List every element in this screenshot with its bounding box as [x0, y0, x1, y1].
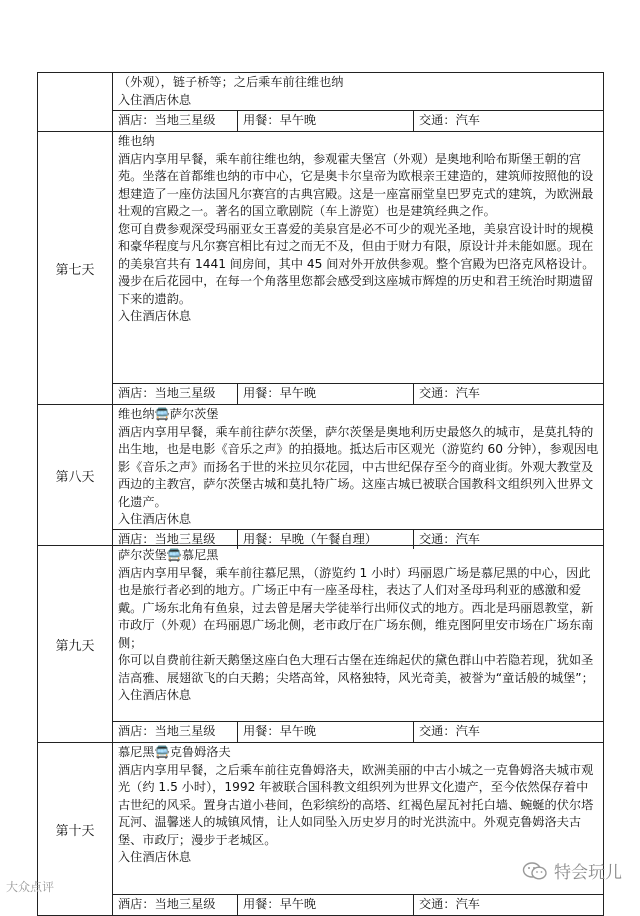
day-label: 第九天	[38, 546, 113, 743]
day-paragraph: 酒店内享用早餐，之后乘车前往克鲁姆洛夫，欧洲美丽的中古小城之一克鲁姆洛夫城市观光（约 1.5 小时），1992 年被联合国科教文组织列为世界文化遗产，至今依然保存着中古世纪的风采。置身古道小巷间，色彩缤纷的高塔、红褐色屋瓦衬托白墙、蜿蜒的伏尔塔瓦河、温馨迷人的城镇风情，让人如同坠入历史岁月的时光洪流中。外观克鲁姆洛夫古堡、市政厅；漫步于老城区。	[118, 762, 594, 847]
day-content-cell	[113, 73, 604, 132]
day-description	[113, 405, 603, 529]
day-row	[38, 405, 604, 546]
day-content-cell	[113, 546, 604, 743]
route-title: 维也纳	[118, 134, 155, 148]
day-row	[38, 546, 604, 743]
day-content-cell	[113, 405, 604, 546]
watermark-left: 大众点评	[6, 880, 55, 894]
day-paragraph: 酒店内享用早餐，乘车前往慕尼黑，（游览约 1 小时）玛丽恩广场是慕尼黑的中心，因此也是旅行者必到的地方。广场正中有一座圣母柱，表达了人们对圣母玛利亚的感激和爱戴。广场东北角有鱼泉，过去曾是屠夫学徒举行出师仪式的地方。西北是玛丽恩教堂，新市政厅（外观）在玛丽恩广场北侧，老市政厅在广场东侧，维克图阿里安市场在广场东南侧；	[118, 565, 594, 650]
hotel-info: 酒店：当地三星级	[113, 384, 238, 404]
route-title: 维也纳🚍萨尔茨堡	[118, 407, 219, 421]
transport-info: 交通：汽车	[419, 724, 480, 738]
wechat-icon	[522, 861, 548, 881]
hotel-info: 酒店：当地三星级	[113, 111, 238, 131]
day-paragraph: （外观），链子桥等；之后乘车前往维也纳	[118, 75, 344, 89]
meal-info: 用餐：早午晚	[238, 895, 414, 915]
day-label: 第十天	[38, 743, 113, 916]
route-title: 慕尼黑🚍克鲁姆洛夫	[118, 745, 231, 759]
watermark-right-text: 特会玩儿	[554, 863, 622, 883]
day-meta-row	[113, 110, 603, 131]
day-meta-row	[113, 721, 603, 742]
meal-info: 用餐：早午晚	[238, 384, 414, 404]
rest-note: 入住酒店休息	[118, 512, 192, 526]
meal-info: 用餐：早午晚	[238, 111, 414, 131]
hotel-info: 酒店：当地三星级	[113, 530, 238, 549]
day-meta-row	[113, 383, 603, 404]
transport-info: 交通：汽车	[419, 897, 480, 911]
day-row	[38, 743, 604, 916]
meal-info: 用餐：早晚（午餐自理）	[238, 530, 414, 549]
rest-note: 入住酒店休息	[118, 309, 192, 323]
day-label: 第七天	[38, 132, 113, 405]
transport-info: 交通：汽车	[419, 386, 480, 400]
rest-note: 入住酒店休息	[118, 850, 192, 864]
day-content-cell	[113, 743, 604, 916]
watermark-right	[522, 858, 622, 883]
rest-note: 入住酒店休息	[118, 92, 192, 107]
day-paragraph: 您可自费参观深受玛丽亚女王喜爱的美泉宫是必不可少的观光圣地，美泉宫设计时的规模和豪华程度与凡尔赛宫相比有过之而无不及，但由于财力有限，原设计并未能如愿。现在的美泉宫共有 1441 间房间，其中 45 间对外开放供参观。整个宫殿为巴洛克风格设计。漫步在后花园中，在每一个角落里您都会感受到这座城市辉煌的历史和君王统治时期遗留下来的遗韵。	[118, 221, 595, 306]
hotel-info: 酒店：当地三星级	[113, 895, 238, 915]
route-title: 萨尔茨堡🚍慕尼黑	[118, 548, 219, 562]
day-paragraph: 酒店内享用早餐，乘车前往维也纳，参观霍夫堡宫（外观）是奥地利哈布斯堡王朝的宫苑。坐落在首都维也纳的市中心，它是奥卡尔皇帝为欧根亲王建造的，建筑师按照他的设想建造了一座仿法国凡尔赛宫的古典宫殿。这是一座富丽堂皇巴罗克式的建筑，为欧洲最壮观的宫殿之一。著名的国立歌剧院（车上游览）也是建筑经典之作。	[118, 151, 594, 218]
transport-info: 交通：汽车	[419, 531, 480, 546]
hotel-info: 酒店：当地三星级	[113, 722, 238, 742]
day-description	[113, 73, 603, 110]
transport-info: 交通：汽车	[419, 113, 480, 127]
day-paragraph: 你可以自费前往新天鹅堡这座白色大理石古堡在连绵起伏的黛色群山中若隐若现，犹如圣洁高雅、展翅欲飞的白天鹅；尖塔高耸，风格独特，风光奇美，被誉为“童话般的城堡”；	[118, 653, 594, 685]
day-content-cell	[113, 132, 604, 405]
day-row	[38, 73, 604, 132]
itinerary-table	[37, 72, 604, 916]
meal-info: 用餐：早午晚	[238, 722, 414, 742]
day-description	[113, 132, 603, 383]
day-label	[38, 73, 113, 132]
day-description	[113, 546, 603, 721]
day-row	[38, 132, 604, 405]
rest-note: 入住酒店休息	[118, 688, 192, 702]
day-paragraph: 酒店内享用早餐，乘车前往萨尔茨堡，萨尔茨堡是奥地利历史最悠久的城市，是莫扎特的出生地，也是电影《音乐之声》的拍摄地。抵达后市区观光（游览约 60 分钟），参观因电影《音乐之声》而扬名于世的米拉贝尔花园，中古世纪保存至今的商业街。外观大教堂及西边的主教宫，萨尔茨堡古城和莫扎特广场。这座古城已被联合国教科文组织列入世界文化遗产。	[118, 424, 599, 509]
day-label: 第八天	[38, 405, 113, 546]
